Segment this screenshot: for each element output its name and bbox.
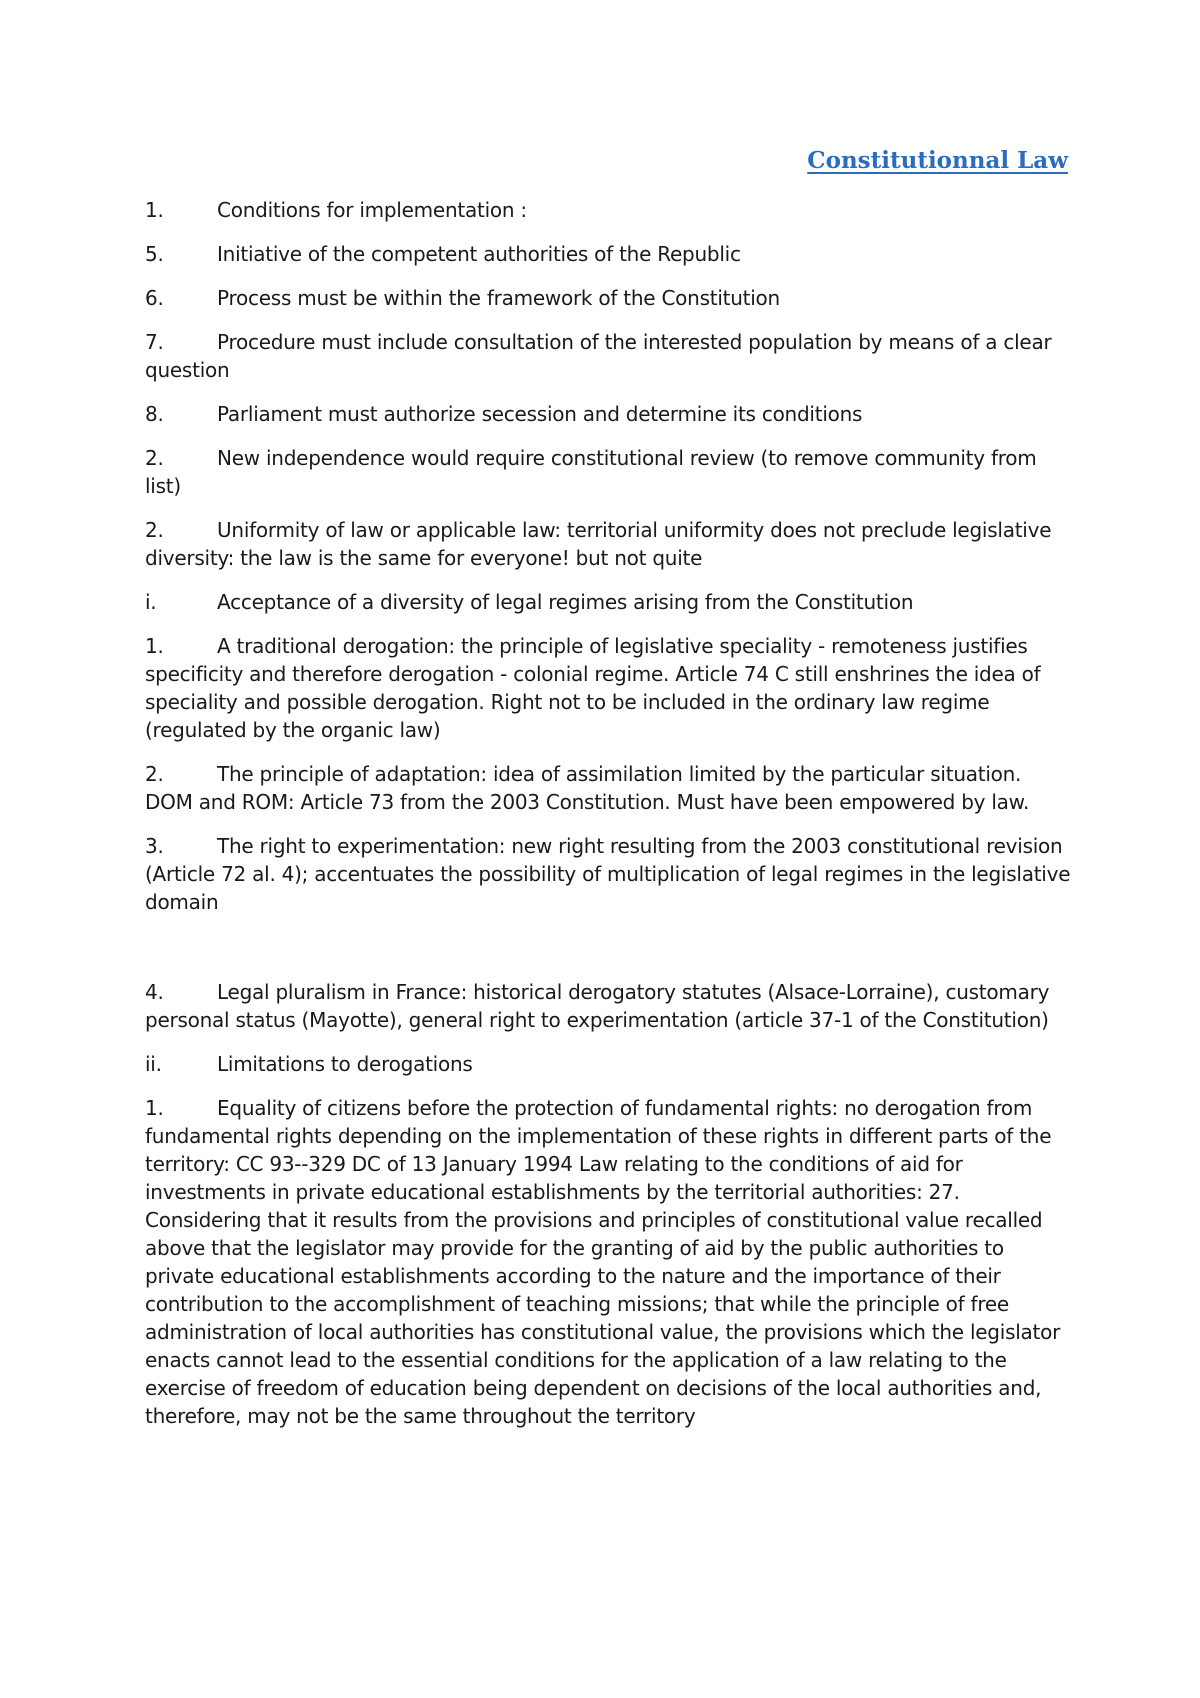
- list-item: [145, 400, 1071, 428]
- list-item: [145, 284, 1071, 312]
- list-item: [145, 328, 1071, 384]
- list-item: [145, 444, 1071, 500]
- item-text: Initiative of the competent authorities of the Republic: [217, 242, 741, 266]
- list-item: [145, 760, 1071, 816]
- list-item: [145, 588, 1071, 616]
- item-number: 1.: [145, 1096, 164, 1120]
- list-item: [145, 832, 1071, 916]
- document-title: Constitutionnal Law: [807, 147, 1068, 174]
- list-item: [145, 632, 1071, 744]
- item-text: Limitations to derogations: [217, 1052, 473, 1076]
- item-number: 6.: [145, 286, 164, 310]
- list-item: [145, 240, 1071, 268]
- item-text: A traditional derogation: the principle of legislative speciality - remoteness justifies specificity and therefore derogation - colonial regime. Article 74 C still enshrines the idea of speciality and possible derogation. Right not to be included in the ordinary law regime (regulated by the organic law): [145, 634, 1041, 742]
- item-number: 5.: [145, 242, 164, 266]
- item-number: i.: [145, 590, 157, 614]
- list-item: [145, 978, 1071, 1034]
- document-body: [145, 196, 1071, 1446]
- item-number: 2.: [145, 446, 164, 470]
- item-text: Process must be within the framework of the Constitution: [217, 286, 780, 310]
- list-item: [145, 1050, 1071, 1078]
- item-text: Parliament must authorize secession and determine its conditions: [217, 402, 863, 426]
- item-number: 2.: [145, 518, 164, 542]
- item-text: The principle of adaptation: idea of assimilation limited by the particular situation. DOM and ROM: Article 73 from the 2003 Constitution. Must have been empowered by law.: [145, 762, 1030, 814]
- item-number: 8.: [145, 402, 164, 426]
- list-item: [145, 196, 1071, 224]
- list-item: [145, 1094, 1071, 1430]
- item-number: 1.: [145, 634, 164, 658]
- item-number: ii.: [145, 1052, 162, 1076]
- item-text: Uniformity of law or applicable law: territorial uniformity does not preclude legislative diversity: the law is the same for everyone! but not quite: [145, 518, 1052, 570]
- item-number: 1.: [145, 198, 164, 222]
- item-number: 2.: [145, 762, 164, 786]
- item-text: The right to experimentation: new right resulting from the 2003 constitutional revision (Article 72 al. 4); accentuates the possibility of multiplication of legal regimes in the legislative domain: [145, 834, 1071, 914]
- item-text: New independence would require constitutional review (to remove community from list): [145, 446, 1037, 498]
- list-item: [145, 516, 1071, 572]
- item-number: 7.: [145, 330, 164, 354]
- item-number: 4.: [145, 980, 164, 1004]
- item-text: Legal pluralism in France: historical derogatory statutes (Alsace-Lorraine), customary personal status (Mayotte), general right to experimentation (article 37-1 of the Constitution): [145, 980, 1050, 1032]
- item-text: Conditions for implementation :: [217, 198, 527, 222]
- item-text: Procedure must include consultation of the interested population by means of a clear question: [145, 330, 1052, 382]
- item-text: Acceptance of a diversity of legal regimes arising from the Constitution: [217, 590, 914, 614]
- item-number: 3.: [145, 834, 164, 858]
- item-text: Equality of citizens before the protection of fundamental rights: no derogation from fundamental rights depending on the implementation of these rights in different parts of the territory: CC 93--329 DC of 13 January 1994 Law relating to the conditions of aid for investments in private educational establishments by the territorial authorities: 27. Considering that it results from the provisions and principles of constitutional value recalled above that the legislator may provide for the granting of aid by the public authorities to private educational establishments according to the nature and the importance of their contribution to the accomplishment of teaching missions; that while the principle of free administration of local authorities has constitutional value, the provisions which the legislator enacts cannot lead to the essential conditions for the application of a law relating to the exercise of freedom of education being dependent on decisions of the local authorities and, therefore, may not be the same throughout the territory: [145, 1096, 1061, 1428]
